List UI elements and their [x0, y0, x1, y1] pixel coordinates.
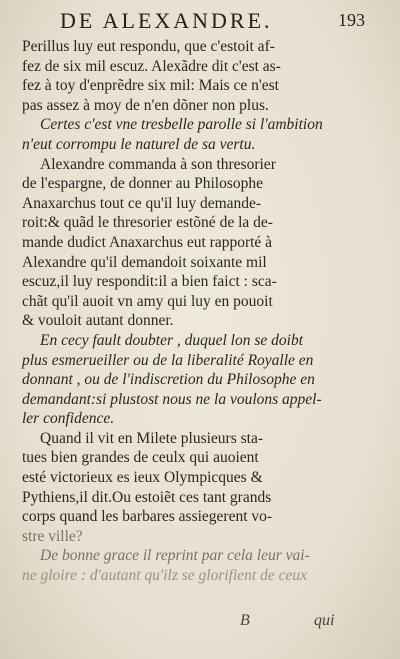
signature-mark: B — [240, 612, 250, 629]
running-head: DE ALEXANDRE. — [60, 8, 273, 33]
commentary-line: ne gloire : d'autant qu'ilz se glorifient de ceux — [22, 567, 308, 585]
text-line: Anaxarchus tout ce qu'il luy demande- — [22, 194, 262, 212]
text-line: corps quand les barbares assiegerent vo- — [22, 508, 273, 526]
catchword: qui — [314, 612, 335, 629]
text-line: escuz,il luy respondit:il a bien faict : sca- — [22, 273, 277, 291]
text-line: tues bien grandes de ceulx qui auoient — [22, 449, 259, 467]
text-line: mande dudict Anaxarchus eut rapporté à — [22, 233, 273, 251]
text-line: esté victorieux es ieux Olympicques & — [22, 469, 263, 487]
text-line: Quand il vit en Milete plusieurs sta- — [40, 429, 263, 447]
commentary-line: n'eut corrompu le naturel de sa vertu. — [22, 135, 256, 153]
commentary-line: demandant:si plustost nous ne la voulons appel- — [22, 390, 322, 408]
text-line: Alexandre qu'il demandoit soixante mil — [22, 253, 267, 271]
commentary-line: De bonne grace il reprint par cela leur vai- — [40, 547, 310, 565]
page-number: 193 — [338, 10, 365, 30]
text-line: & vouloit autant donner. — [22, 312, 174, 330]
body-text — [22, 37, 382, 586]
commentary-line: plus esmerueiller ou de la liberalité Royalle en — [22, 351, 314, 369]
text-line: fez de six mil escuz. Alexãdre dit c'est as- — [22, 57, 281, 75]
text-line: Alexandre commanda à son thresorier — [40, 155, 276, 173]
commentary-line: donnant , ou de l'indiscretion du Philosophe en — [22, 371, 315, 389]
text-line: fez à toy d'enprẽdre six mil: Mais ce n'est — [22, 77, 279, 95]
text-line: stre ville? — [22, 527, 83, 545]
page-footer — [0, 610, 400, 640]
text-line: de l'espargne, de donner au Philosophe — [22, 175, 263, 193]
text-line: roit:& quãd le thresorier estõné de la de- — [22, 214, 273, 232]
text-line: pas assez à moy de n'en dõner non plus. — [22, 96, 269, 114]
text-line: Pythiens,il dit.Ou estoiẽt ces tant grands — [22, 488, 272, 506]
text-line: Perillus luy eut respondu, que c'estoit af- — [22, 38, 275, 55]
text-line: chãt qu'il auoit vn amy qui luy en pouoit — [22, 292, 273, 310]
commentary-line: En cecy fault doubter , duquel lon se doibt — [40, 331, 304, 349]
commentary-line: Certes c'est vne tresbelle parolle si l'ambition — [40, 116, 323, 134]
commentary-line: ler confidence. — [22, 410, 115, 428]
page-header — [0, 6, 400, 36]
